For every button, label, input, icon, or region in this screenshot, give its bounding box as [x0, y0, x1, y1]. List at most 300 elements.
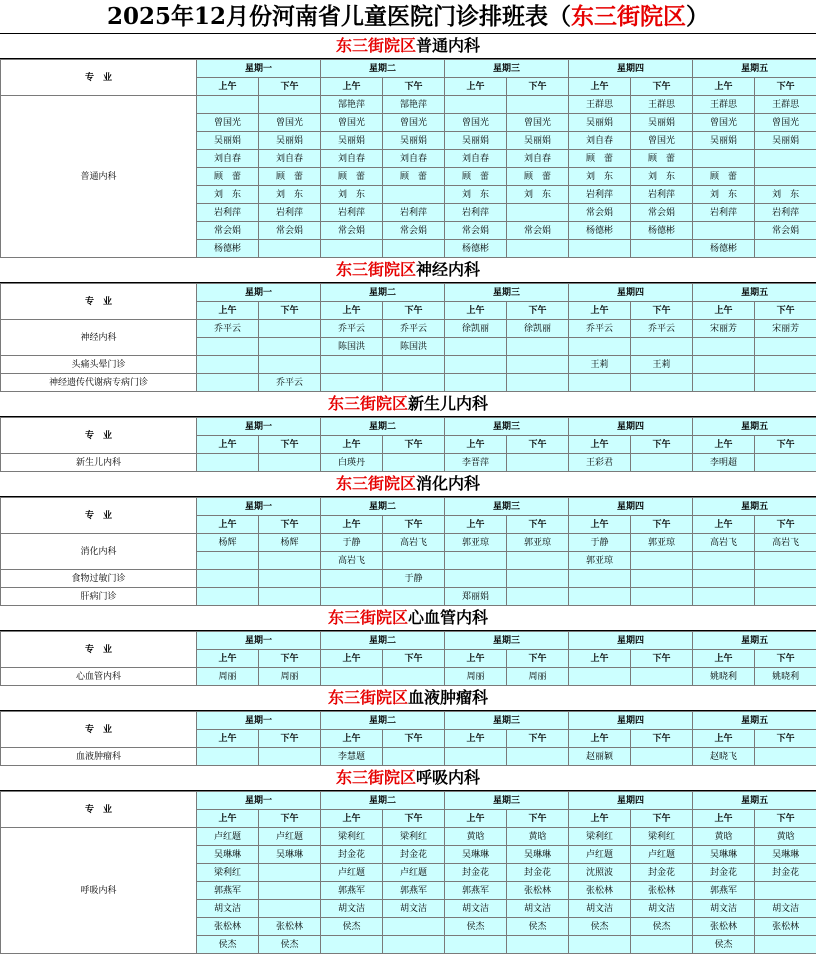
- doctor-cell: [693, 150, 755, 168]
- doctor-cell: 吴丽娟: [569, 114, 631, 132]
- doctor-cell: 周丽: [445, 668, 507, 686]
- schedule-table: [0, 59, 816, 258]
- doctor-cell: 侯杰: [259, 936, 321, 954]
- half-day-header: 上午: [693, 436, 755, 454]
- table-row: [1, 570, 816, 588]
- half-day-header: 下午: [507, 650, 569, 668]
- day-header-row: [1, 284, 816, 302]
- day-header-row: [1, 712, 816, 730]
- schedule-table: [0, 631, 816, 686]
- doctor-cell: [383, 918, 445, 936]
- doctor-cell: 张松林: [631, 882, 693, 900]
- doctor-cell: 杨德彬: [693, 240, 755, 258]
- half-day-header: 上午: [569, 650, 631, 668]
- doctor-cell: [445, 570, 507, 588]
- day-header-row: [1, 418, 816, 436]
- doctor-cell: 梁利红: [569, 828, 631, 846]
- doctor-cell: [197, 96, 259, 114]
- doctor-cell: [755, 588, 816, 606]
- table-row: [1, 356, 816, 374]
- schedule-table: [0, 417, 816, 472]
- half-day-header: 上午: [197, 78, 259, 96]
- day-header: 星期二: [321, 632, 445, 650]
- doctor-cell: 胡文洁: [383, 900, 445, 918]
- schedule-table: [0, 283, 816, 392]
- doctor-cell: 徐凯丽: [445, 320, 507, 338]
- doctor-cell: 乔平云: [321, 320, 383, 338]
- doctor-cell: 胡文洁: [693, 900, 755, 918]
- specialty-header: 专 业: [1, 498, 197, 534]
- half-day-header: 上午: [197, 650, 259, 668]
- specialty-label: 肝病门诊: [1, 588, 197, 606]
- half-day-header: 上午: [445, 730, 507, 748]
- title-close: ）: [686, 3, 709, 30]
- doctor-cell: 刘自春: [445, 150, 507, 168]
- doctor-cell: 杨德彬: [197, 240, 259, 258]
- half-day-header: 下午: [259, 730, 321, 748]
- doctor-cell: [445, 96, 507, 114]
- doctor-cell: 卢红题: [197, 828, 259, 846]
- half-day-header: 上午: [569, 810, 631, 828]
- day-header: 星期四: [569, 60, 693, 78]
- half-day-header: 下午: [507, 302, 569, 320]
- specialty-header: 专 业: [1, 632, 197, 668]
- doctor-cell: 刘自春: [259, 150, 321, 168]
- doctor-cell: [755, 882, 816, 900]
- half-day-header: 下午: [383, 730, 445, 748]
- doctor-cell: 郭亚琼: [569, 552, 631, 570]
- doctor-cell: [259, 900, 321, 918]
- half-day-header: 下午: [383, 516, 445, 534]
- doctor-cell: [507, 338, 569, 356]
- doctor-cell: 王群思: [631, 96, 693, 114]
- doctor-cell: [693, 588, 755, 606]
- doctor-cell: 顾 蕾: [507, 168, 569, 186]
- doctor-cell: 郭亚琼: [631, 534, 693, 552]
- doctor-cell: 刘自春: [569, 132, 631, 150]
- doctor-cell: 李慧题: [321, 748, 383, 766]
- doctor-cell: [383, 356, 445, 374]
- doctor-cell: 陈国洪: [321, 338, 383, 356]
- doctor-cell: [755, 748, 816, 766]
- doctor-cell: [321, 374, 383, 392]
- doctor-cell: 常会娟: [755, 222, 816, 240]
- schedule-table: [0, 711, 816, 766]
- doctor-cell: 张松林: [693, 918, 755, 936]
- day-header: 星期五: [693, 418, 816, 436]
- day-header: 星期三: [445, 632, 569, 650]
- doctor-cell: [259, 338, 321, 356]
- section-district: 东三街院区: [336, 768, 416, 787]
- doctor-cell: [569, 936, 631, 954]
- section-title: [0, 258, 816, 283]
- doctor-cell: [321, 570, 383, 588]
- doctor-cell: 梁利红: [197, 864, 259, 882]
- doctor-cell: [383, 552, 445, 570]
- doctor-cell: 封金花: [507, 864, 569, 882]
- half-day-header: 上午: [569, 302, 631, 320]
- half-day-header: 上午: [321, 730, 383, 748]
- doctor-cell: 岩利萍: [259, 204, 321, 222]
- half-day-header: 上午: [569, 730, 631, 748]
- doctor-cell: 侯杰: [507, 918, 569, 936]
- doctor-cell: [383, 454, 445, 472]
- day-header: 星期二: [321, 712, 445, 730]
- section-title: [0, 606, 816, 631]
- doctor-cell: 顾 蕾: [259, 168, 321, 186]
- doctor-cell: [631, 570, 693, 588]
- day-header: 星期一: [197, 712, 321, 730]
- doctor-cell: [197, 454, 259, 472]
- doctor-cell: [259, 588, 321, 606]
- doctor-cell: 封金花: [383, 846, 445, 864]
- day-header: 星期五: [693, 60, 816, 78]
- section-dept-name: 新生儿内科: [408, 394, 488, 413]
- half-day-header: 下午: [631, 516, 693, 534]
- doctor-cell: 刘 东: [197, 186, 259, 204]
- half-day-header: 上午: [569, 78, 631, 96]
- half-day-header: 下午: [507, 436, 569, 454]
- table-row: [1, 374, 816, 392]
- doctor-cell: [631, 748, 693, 766]
- doctor-cell: [383, 240, 445, 258]
- doctor-cell: [631, 588, 693, 606]
- doctor-cell: 吴丽娟: [197, 132, 259, 150]
- half-day-header: 上午: [445, 436, 507, 454]
- half-day-header: 上午: [693, 516, 755, 534]
- doctor-cell: [693, 222, 755, 240]
- table-row: [1, 748, 816, 766]
- doctor-cell: 沈照波: [569, 864, 631, 882]
- doctor-cell: 顾 蕾: [569, 150, 631, 168]
- doctor-cell: [383, 374, 445, 392]
- doctor-cell: 顾 蕾: [693, 168, 755, 186]
- doctor-cell: 于静: [569, 534, 631, 552]
- section-dept-name: 心血管内科: [408, 608, 488, 627]
- doctor-cell: 吴琳琳: [755, 846, 816, 864]
- doctor-cell: [445, 374, 507, 392]
- half-day-header: 下午: [259, 810, 321, 828]
- half-day-header: 下午: [755, 650, 816, 668]
- day-header: 星期三: [445, 792, 569, 810]
- doctor-cell: 吴琳琳: [507, 846, 569, 864]
- section-dept-name: 消化内科: [416, 474, 480, 493]
- doctor-cell: 梁利红: [321, 828, 383, 846]
- doctor-cell: [259, 748, 321, 766]
- doctor-cell: [507, 748, 569, 766]
- doctor-cell: 刘 东: [693, 186, 755, 204]
- half-day-header: 上午: [569, 436, 631, 454]
- doctor-cell: 曾国光: [445, 114, 507, 132]
- doctor-cell: 郜艳萍: [383, 96, 445, 114]
- doctor-cell: [197, 748, 259, 766]
- specialty-label: 神经遗传代谢病专病门诊: [1, 374, 197, 392]
- doctor-cell: [197, 570, 259, 588]
- doctor-cell: [569, 240, 631, 258]
- specialty-header: 专 业: [1, 284, 197, 320]
- doctor-cell: [569, 588, 631, 606]
- doctor-cell: 卢红题: [259, 828, 321, 846]
- specialty-label: 血液肿瘤科: [1, 748, 197, 766]
- day-header: 星期四: [569, 632, 693, 650]
- specialty-label: 呼吸内科: [1, 828, 197, 954]
- doctor-cell: 郭燕军: [383, 882, 445, 900]
- doctor-cell: 曾国光: [383, 114, 445, 132]
- doctor-cell: 乔平云: [197, 320, 259, 338]
- doctor-cell: 吴丽娟: [259, 132, 321, 150]
- half-day-header: 上午: [197, 436, 259, 454]
- day-header-row: [1, 792, 816, 810]
- table-row: [1, 320, 816, 338]
- specialty-header: 专 业: [1, 60, 197, 96]
- doctor-cell: 郭亚琼: [445, 534, 507, 552]
- doctor-cell: [631, 240, 693, 258]
- specialty-label: 食物过敏门诊: [1, 570, 197, 588]
- doctor-cell: 刘 东: [445, 186, 507, 204]
- doctor-cell: 岩利萍: [569, 186, 631, 204]
- day-header: 星期四: [569, 712, 693, 730]
- doctor-cell: [755, 374, 816, 392]
- schedule-table: [0, 791, 816, 954]
- doctor-cell: [259, 356, 321, 374]
- doctor-cell: [321, 356, 383, 374]
- doctor-cell: 李明超: [693, 454, 755, 472]
- specialty-label: 新生儿内科: [1, 454, 197, 472]
- specialty-header: 专 业: [1, 712, 197, 748]
- doctor-cell: 封金花: [693, 864, 755, 882]
- section-district: 东三街院区: [336, 474, 416, 493]
- doctor-cell: 姚晓利: [693, 668, 755, 686]
- table-row: [1, 534, 816, 552]
- half-day-header: 下午: [507, 810, 569, 828]
- doctor-cell: 杨辉: [197, 534, 259, 552]
- half-day-header: 下午: [631, 436, 693, 454]
- half-day-header: 下午: [259, 516, 321, 534]
- doctor-cell: 乔平云: [569, 320, 631, 338]
- doctor-cell: 梁利红: [631, 828, 693, 846]
- doctor-cell: 胡文洁: [321, 900, 383, 918]
- doctor-cell: 黄晗: [755, 828, 816, 846]
- doctor-cell: [631, 338, 693, 356]
- half-day-header: 上午: [321, 302, 383, 320]
- half-day-header: 下午: [631, 650, 693, 668]
- doctor-cell: 张松林: [197, 918, 259, 936]
- doctor-cell: 郑丽娟: [445, 588, 507, 606]
- specialty-label: 心血管内科: [1, 668, 197, 686]
- section-dept-name: 普通内科: [416, 36, 480, 55]
- specialty-header: 专 业: [1, 792, 197, 828]
- section-district: 东三街院区: [328, 688, 408, 707]
- doctor-cell: [321, 668, 383, 686]
- doctor-cell: 岩利萍: [693, 204, 755, 222]
- doctor-cell: 常会娟: [569, 204, 631, 222]
- section-dept-name: 呼吸内科: [416, 768, 480, 787]
- doctor-cell: 王群思: [693, 96, 755, 114]
- table-row: [1, 454, 816, 472]
- doctor-cell: 刘 东: [259, 186, 321, 204]
- doctor-cell: [631, 668, 693, 686]
- day-header: 星期一: [197, 60, 321, 78]
- half-day-header: 上午: [445, 78, 507, 96]
- doctor-cell: 李晋萍: [445, 454, 507, 472]
- doctor-cell: 乔平云: [259, 374, 321, 392]
- doctor-cell: 黄晗: [693, 828, 755, 846]
- doctor-cell: 张松林: [259, 918, 321, 936]
- doctor-cell: [507, 552, 569, 570]
- doctor-cell: [445, 748, 507, 766]
- doctor-cell: 于静: [383, 570, 445, 588]
- section-title: [0, 472, 816, 497]
- half-day-header: 下午: [507, 78, 569, 96]
- doctor-cell: 吴丽娟: [383, 132, 445, 150]
- day-header: 星期五: [693, 712, 816, 730]
- doctor-cell: 侯杰: [445, 918, 507, 936]
- day-header: 星期二: [321, 418, 445, 436]
- doctor-cell: 吴琳琳: [693, 846, 755, 864]
- doctor-cell: [445, 552, 507, 570]
- doctor-cell: 王群思: [569, 96, 631, 114]
- doctor-cell: [197, 374, 259, 392]
- doctor-cell: [755, 552, 816, 570]
- doctor-cell: 吴丽娟: [631, 114, 693, 132]
- half-day-header: 上午: [693, 302, 755, 320]
- doctor-cell: [693, 552, 755, 570]
- half-day-header: 上午: [197, 302, 259, 320]
- table-row: [1, 588, 816, 606]
- doctor-cell: 周丽: [507, 668, 569, 686]
- section-title: [0, 686, 816, 711]
- section-dept-name: 神经内科: [416, 260, 480, 279]
- specialty-header: 专 业: [1, 418, 197, 454]
- doctor-cell: [507, 570, 569, 588]
- doctor-cell: [693, 570, 755, 588]
- section-title: [0, 34, 816, 59]
- doctor-cell: 封金花: [445, 864, 507, 882]
- half-day-header: 下午: [383, 436, 445, 454]
- doctor-cell: [507, 204, 569, 222]
- doctor-cell: [693, 338, 755, 356]
- doctor-cell: 高岩飞: [383, 534, 445, 552]
- doctor-cell: 顾 蕾: [321, 168, 383, 186]
- doctor-cell: 高岩飞: [693, 534, 755, 552]
- doctor-cell: [197, 338, 259, 356]
- doctor-cell: 侯杰: [569, 918, 631, 936]
- day-header: 星期四: [569, 418, 693, 436]
- doctor-cell: 刘自春: [383, 150, 445, 168]
- doctor-cell: [507, 588, 569, 606]
- doctor-cell: 顾 蕾: [197, 168, 259, 186]
- department-sections: [0, 34, 816, 954]
- doctor-cell: [259, 454, 321, 472]
- doctor-cell: 周丽: [259, 668, 321, 686]
- half-day-header: 上午: [321, 436, 383, 454]
- day-header: 星期三: [445, 418, 569, 436]
- day-header: 星期二: [321, 284, 445, 302]
- day-header: 星期三: [445, 60, 569, 78]
- half-day-header: 上午: [197, 516, 259, 534]
- doctor-cell: 陈国洪: [383, 338, 445, 356]
- section-district: 东三街院区: [328, 394, 408, 413]
- doctor-cell: 吴琳琳: [445, 846, 507, 864]
- doctor-cell: 常会娟: [197, 222, 259, 240]
- doctor-cell: 常会娟: [259, 222, 321, 240]
- doctor-cell: 吴丽娟: [507, 132, 569, 150]
- doctor-cell: 曾国光: [321, 114, 383, 132]
- half-day-header: 下午: [507, 516, 569, 534]
- doctor-cell: 曾国光: [755, 114, 816, 132]
- half-day-header: 下午: [259, 436, 321, 454]
- doctor-cell: [569, 668, 631, 686]
- title-main: 2025年12月份河南省儿童医院门诊排班表（: [107, 3, 571, 30]
- doctor-cell: 吴琳琳: [259, 846, 321, 864]
- doctor-cell: 周丽: [197, 668, 259, 686]
- day-header-row: [1, 60, 816, 78]
- doctor-cell: 常会娟: [321, 222, 383, 240]
- doctor-cell: 曾国光: [197, 114, 259, 132]
- doctor-cell: [197, 552, 259, 570]
- doctor-cell: [321, 588, 383, 606]
- doctor-cell: 岩利萍: [321, 204, 383, 222]
- schedule-table: [0, 497, 816, 606]
- doctor-cell: [755, 338, 816, 356]
- doctor-cell: 常会娟: [383, 222, 445, 240]
- doctor-cell: 郭燕军: [445, 882, 507, 900]
- doctor-cell: 郭燕军: [321, 882, 383, 900]
- doctor-cell: [755, 356, 816, 374]
- doctor-cell: [445, 936, 507, 954]
- doctor-cell: 杨德彬: [631, 222, 693, 240]
- doctor-cell: [693, 374, 755, 392]
- doctor-cell: [631, 552, 693, 570]
- half-day-header: 下午: [259, 650, 321, 668]
- half-day-header: 上午: [693, 78, 755, 96]
- doctor-cell: [445, 356, 507, 374]
- doctor-cell: [755, 570, 816, 588]
- doctor-cell: [693, 356, 755, 374]
- half-day-header: 上午: [693, 650, 755, 668]
- day-header: 星期一: [197, 498, 321, 516]
- doctor-cell: 王彩君: [569, 454, 631, 472]
- section-title: [0, 392, 816, 417]
- doctor-cell: 封金花: [755, 864, 816, 882]
- half-day-header: 下午: [383, 302, 445, 320]
- doctor-cell: 曾国光: [507, 114, 569, 132]
- specialty-label: 消化内科: [1, 534, 197, 570]
- doctor-cell: 郭燕军: [197, 882, 259, 900]
- doctor-cell: 吴丽娟: [445, 132, 507, 150]
- doctor-cell: 曾国光: [693, 114, 755, 132]
- doctor-cell: 郭燕军: [693, 882, 755, 900]
- doctor-cell: 常会娟: [445, 222, 507, 240]
- doctor-cell: 刘 东: [321, 186, 383, 204]
- doctor-cell: [259, 882, 321, 900]
- doctor-cell: [259, 552, 321, 570]
- half-day-header: 上午: [321, 78, 383, 96]
- doctor-cell: [383, 588, 445, 606]
- section-district: 东三街院区: [336, 260, 416, 279]
- doctor-cell: 胡文洁: [507, 900, 569, 918]
- doctor-cell: [755, 454, 816, 472]
- doctor-cell: 赵丽颖: [569, 748, 631, 766]
- day-header-row: [1, 632, 816, 650]
- section-district: 东三街院区: [328, 608, 408, 627]
- doctor-cell: 岩利萍: [755, 204, 816, 222]
- doctor-cell: [445, 338, 507, 356]
- section-dept-name: 血液肿瘤科: [408, 688, 488, 707]
- half-day-header: 上午: [693, 810, 755, 828]
- day-header: 星期五: [693, 498, 816, 516]
- day-header: 星期四: [569, 792, 693, 810]
